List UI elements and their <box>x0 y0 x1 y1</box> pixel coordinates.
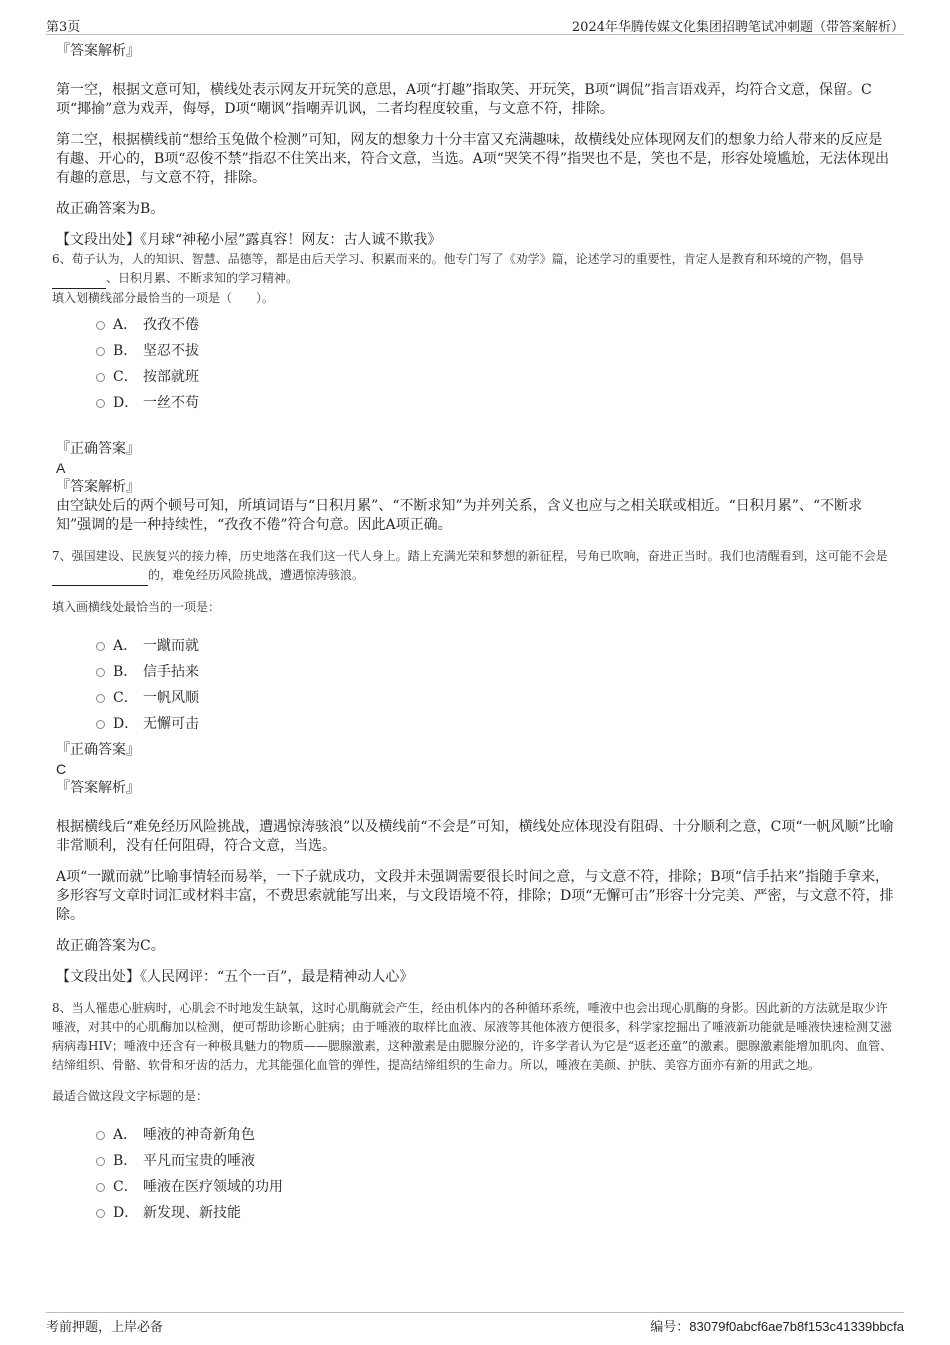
q7-analysis-para1: 根据横线后“难免经历风险挑战，遭遇惊涛骇浪”以及横线前“不会是”可知，横线处应体现没有阻碍、十分顺利之意，C项“一帆风顺”比喻非常顺利，没有任何阻碍，符合文意，当选。 <box>56 819 894 854</box>
radio-icon[interactable] <box>96 1157 105 1166</box>
q8-option-b[interactable]: B． 平凡而宝贵的唾液 <box>96 1148 896 1174</box>
radio-icon[interactable] <box>96 399 105 408</box>
question-6 <box>52 250 896 308</box>
q5-analysis-para1: 第一空，根据文意可知，横线处表示网友开玩笑的意思，A项“打趣”指取笑、开玩笑，B项“调侃”指言语戏弄，均符合文意，保留。C项“揶揄”意为戏弄，侮辱，D项“嘲讽”指嘲弄讥讽，二者均程度较重，与文意不符，排除。 <box>56 82 872 117</box>
q8-stem: 8、当人罹患心脏病时，心肌会不时地发生缺氧，这时心肌酶就会产生，经由机体内的各种循环系统，唾液中也会出现心肌酶的身影。因此新的方法就是取少许唾液，对其中的心肌酶加以检测，便可帮助诊断心脏病；由于唾液的取样比血液、尿液等其他体液方便很多，科学家挖掘出了唾液新功能就是唾液快速检测艾滋病病毒HIV；唾液中还含有一种极具魅力的物质——腮腺激素，这种激素是由腮腺分泌的，许多学者认为它是“返老还童”的激素。腮腺激素能增加肌肉、血管、结缔组织、骨骼、软骨和牙齿的活力，尤其能强化血管的弹性，提高结缔组织的生命力。所以，唾液在美颜、护肤、美容方面亦有新的用武之地。 <box>52 1001 893 1072</box>
q7-answer: C <box>56 761 67 777</box>
q6-options <box>56 312 896 416</box>
radio-icon[interactable] <box>96 1183 105 1192</box>
q7-blank <box>52 566 148 586</box>
radio-icon[interactable] <box>96 668 105 677</box>
q6-answer: A <box>56 460 66 476</box>
q7-conclusion: 故正确答案为C。 <box>56 938 165 954</box>
radio-icon[interactable] <box>96 321 105 330</box>
document-id-label: 编号： <box>650 1320 690 1335</box>
radio-icon[interactable] <box>96 347 105 356</box>
question-7 <box>52 547 896 617</box>
q6-instruction: 填入划横线部分最恰当的一项是（ ）。 <box>52 291 275 305</box>
q6-answer-label: 『正确答案』 <box>56 441 140 457</box>
q6-analysis-label: 『答案解析』 <box>56 479 140 495</box>
document-id <box>650 1316 904 1335</box>
radio-icon[interactable] <box>96 642 105 651</box>
q6-option-d[interactable]: D． 一丝不苟 <box>96 390 896 416</box>
page-number: 第3页 <box>46 20 81 35</box>
page-content <box>52 42 896 1230</box>
q5-analysis-label: 『答案解析』 <box>56 43 140 59</box>
q7-answer-label: 『正确答案』 <box>56 742 140 758</box>
q6-analysis: 由空缺处后的两个顿号可知，所填词语与“日积月累”、“不断求知”为并列关系，含义也应与之相关联或相近。“日积月累”、“不断求知”强调的是一种持续性，“孜孜不倦”符合句意。因此A项正确。 <box>56 498 863 533</box>
q7-option-a[interactable]: A． 一蹴而就 <box>96 633 896 659</box>
page-footer <box>46 1312 904 1333</box>
radio-icon[interactable] <box>96 1131 105 1140</box>
q7-source: 【文段出处】《人民网评：“五个一百”，最是精神动人心》 <box>56 969 414 985</box>
q6-stem: 6、荀子认为，人的知识、智慧、品德等，都是由后天学习、积累而来的。他专门写了《劝学》篇，论述学习的重要性，肯定人是教育和环境的产物，倡导 、日积月累、不断求知的学习精神。 <box>52 250 896 289</box>
q6-blank <box>52 269 106 289</box>
radio-icon[interactable] <box>96 1209 105 1218</box>
q8-option-c[interactable]: C． 唾液在医疗领域的功用 <box>96 1174 896 1200</box>
q5-analysis-para2: 第二空，根据横线前“想给玉兔做个检测”可知，网友的想象力十分丰富又充满趣味，故横线处应体现网友们的想象力给人带来的反应是有趣、开心的，B项“忍俊不禁”指忍不住笑出来，符合文意，当选。A项“哭笑不得”指哭也不是，笑也不是，形容处境尴尬，无法体现出有趣的意思，与文意不符，排除。 <box>56 132 890 186</box>
q6-option-a[interactable]: A． 孜孜不倦 <box>96 312 896 338</box>
q6-option-b[interactable]: B． 坚忍不拔 <box>96 338 896 364</box>
q7-option-b[interactable]: B． 信手拈来 <box>96 659 896 685</box>
radio-icon[interactable] <box>96 694 105 703</box>
q7-analysis-para2: A项“一蹴而就”比喻事情轻而易举，一下子就成功，文段并未强调需要很长时间之意，与文意不符，排除；B项“信手拈来”指随手拿来，多形容写文章时词汇或材料丰富，不费思索就能写出来，与文段语境不符，排除；D项“无懈可击”形容十分完美、严密，与文意不符，排除。 <box>56 869 894 923</box>
radio-icon[interactable] <box>96 720 105 729</box>
q8-options <box>56 1122 896 1226</box>
q8-instruction: 最适合做这段文字标题的是： <box>52 1089 209 1103</box>
q7-analysis-label: 『答案解析』 <box>56 780 140 796</box>
footer-slogan: 考前押题，上岸必备 <box>46 1320 164 1335</box>
q5-conclusion: 故正确答案为B。 <box>56 201 165 217</box>
document-id-value: 83079f0abcf6ae7b8f153c41339bbcfa <box>689 1319 904 1334</box>
question-8 <box>52 999 896 1106</box>
document-title: 2024年华腾传媒文化集团招聘笔试冲刺题（带答案解析） <box>571 20 904 35</box>
q8-option-a[interactable]: A． 唾液的神奇新角色 <box>96 1122 896 1148</box>
q5-source: 【文段出处】《月球“神秘小屋”露真容！网友：古人诚不欺我》 <box>56 232 442 248</box>
q7-instruction: 填入画横线处最恰当的一项是： <box>52 600 221 614</box>
q8-option-d[interactable]: D． 新发现、新技能 <box>96 1200 896 1226</box>
q7-option-d[interactable]: D． 无懈可击 <box>96 711 896 737</box>
q6-option-c[interactable]: C． 按部就班 <box>96 364 896 390</box>
q7-option-c[interactable]: C． 一帆风顺 <box>96 685 896 711</box>
q7-stem: 7、强国建设、民族复兴的接力棒，历史地落在我们这一代人身上。踏上充满光荣和梦想的新征程，号角已吹响，奋进正当时。我们也清醒看到，这可能不会是 的，难免经历风险挑战，遭遇惊涛骇浪。 <box>52 547 896 586</box>
q7-options <box>56 633 896 737</box>
page-header <box>46 14 904 35</box>
radio-icon[interactable] <box>96 373 105 382</box>
